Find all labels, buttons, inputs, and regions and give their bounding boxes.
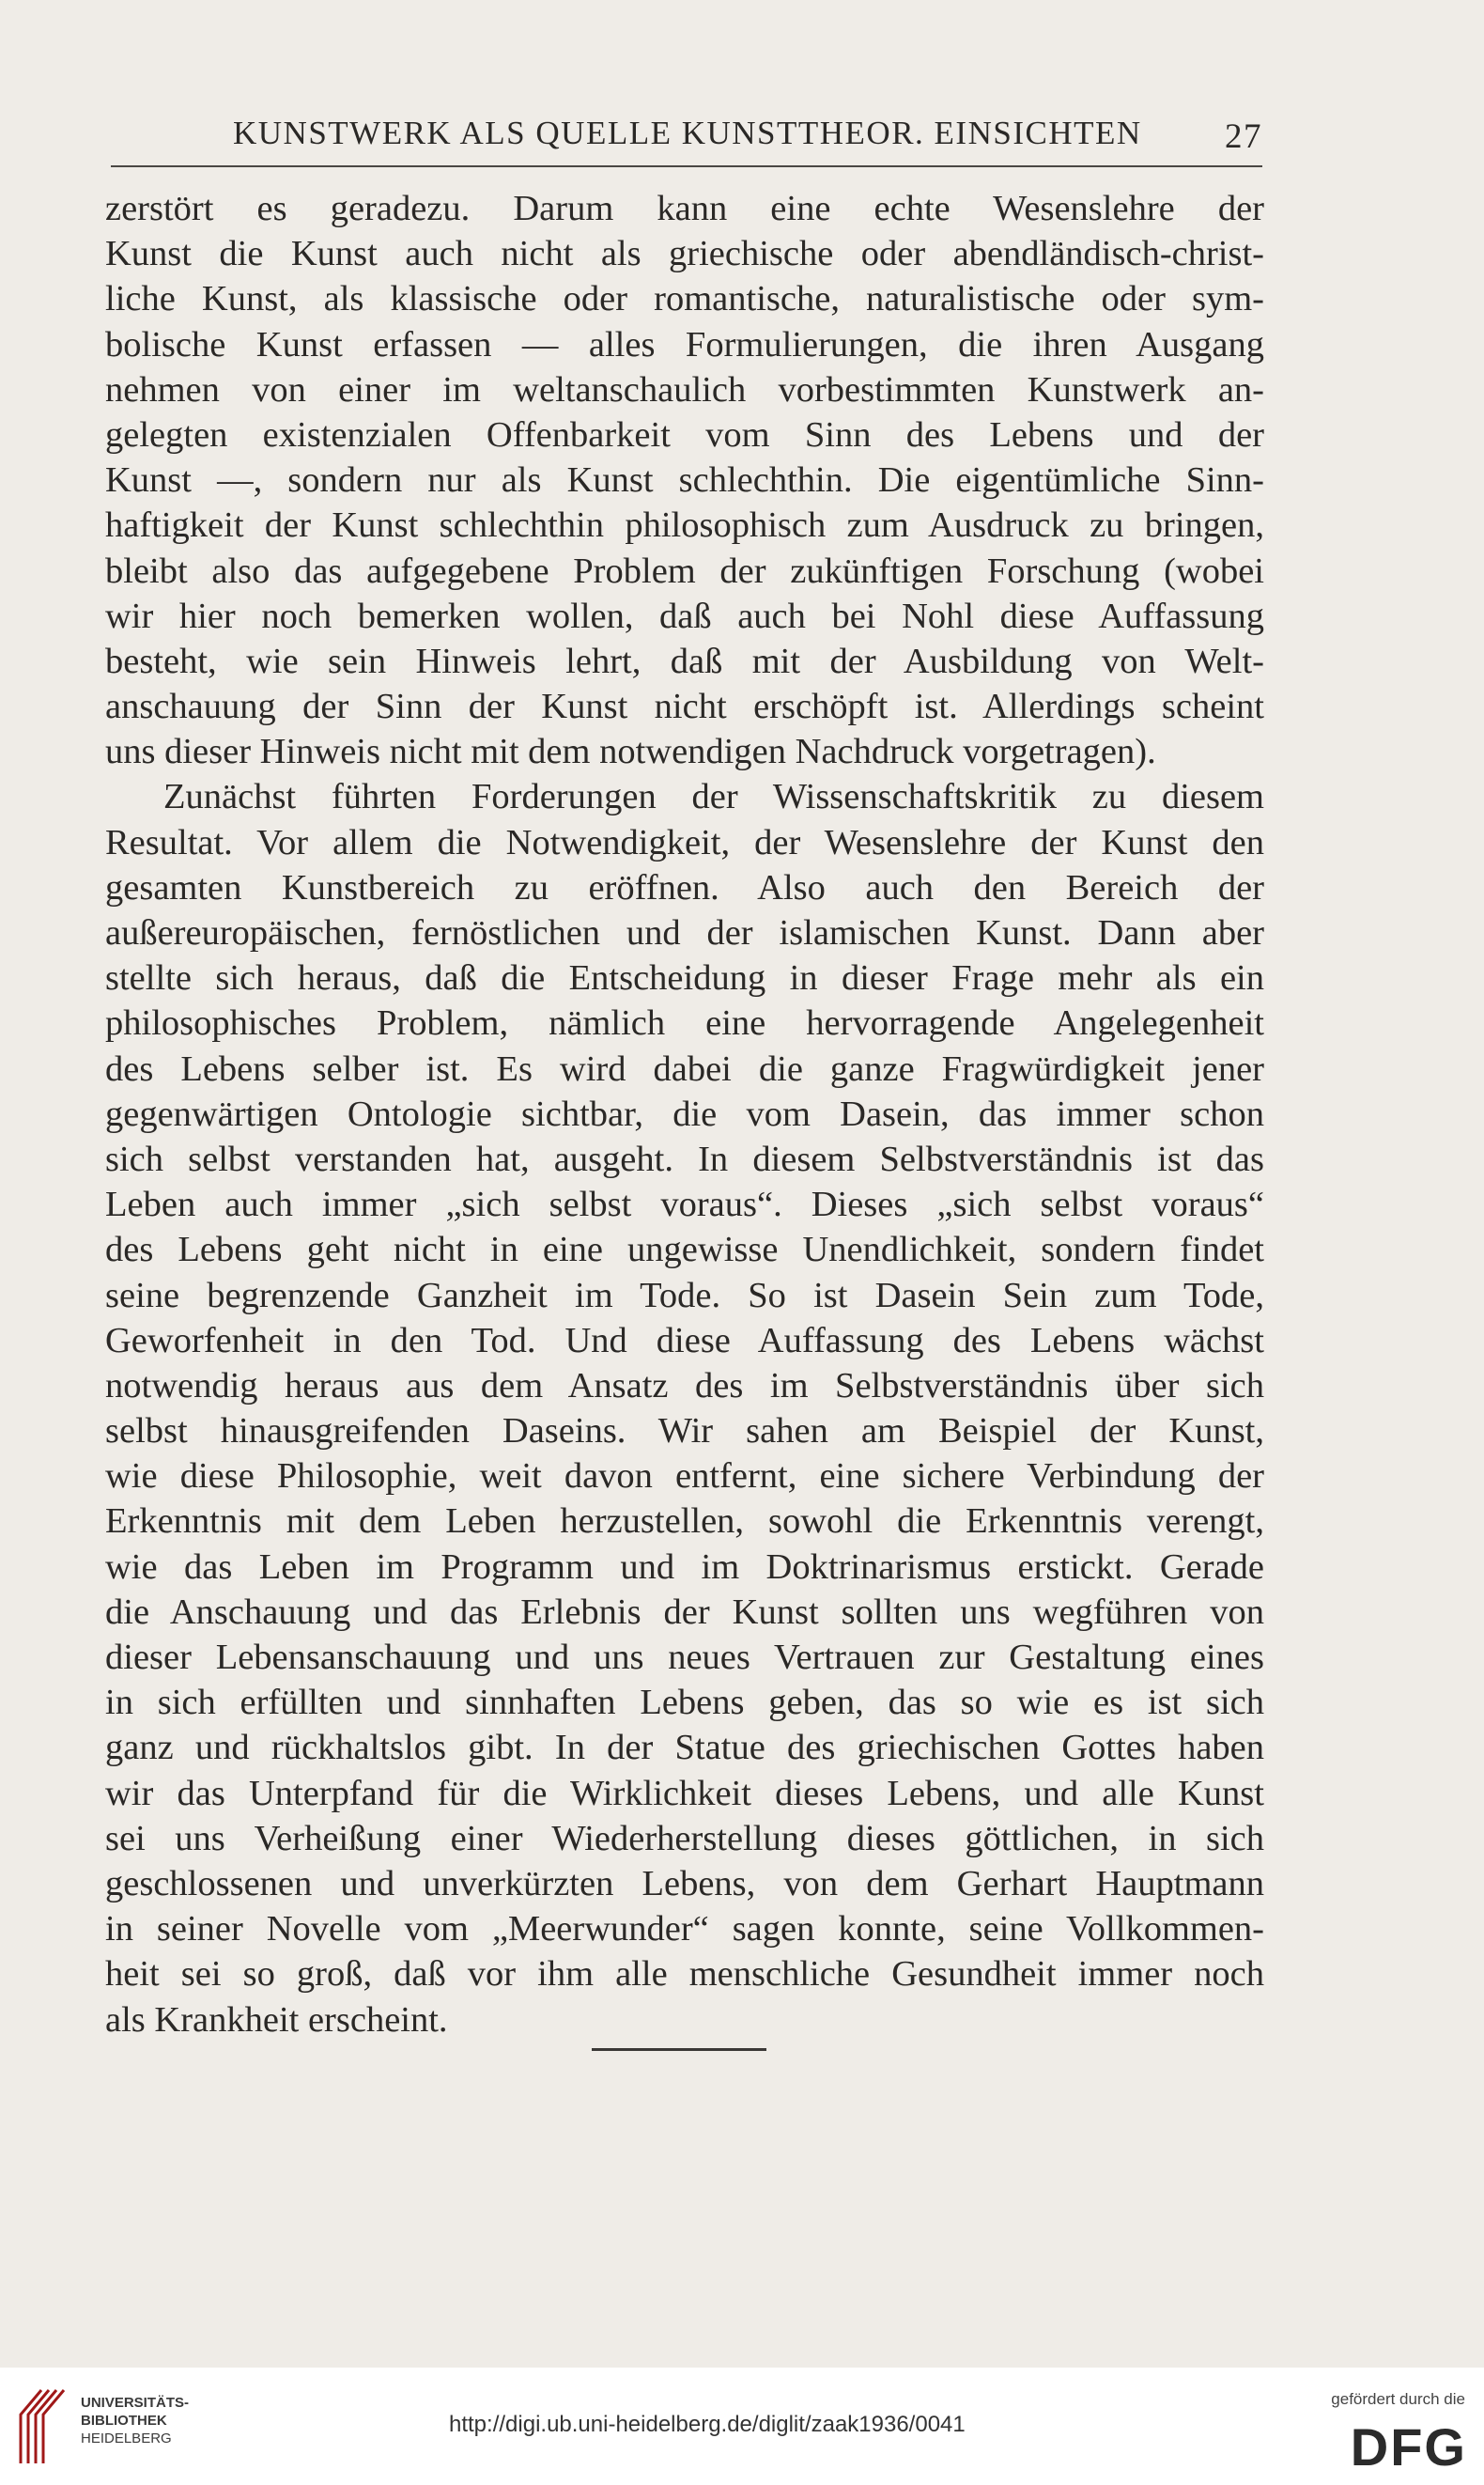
permalink-url[interactable]: http://digi.ub.uni-heidelberg.de/diglit/zaak1936/0041 xyxy=(449,2412,966,2437)
text-line: in sich erfüllten und sinnhaften Lebens geben, das so wie es ist sich xyxy=(105,1683,1264,1723)
text-line: seine begrenzende Ganzheit im Tode. So ist Dasein Sein zum Tode, xyxy=(105,1275,1264,1315)
text-line: Resultat. Vor allem die Notwendigkeit, der Wesenslehre der Kunst den xyxy=(105,822,1264,862)
text-line: besteht, wie sein Hinweis lehrt, daß mit der Ausbildung von Welt- xyxy=(105,641,1264,681)
text-line: außereuropäischen, fernöstlichen und der islamischen Kunst. Dann aber xyxy=(105,913,1264,953)
text-line: ganz und rückhaltslos gibt. In der Statue des griechischen Gottes haben xyxy=(105,1728,1264,1768)
page-number: 27 xyxy=(1225,117,1262,156)
body-text xyxy=(105,186,1264,2042)
text-line: gelegten existenzialen Offenbarkeit vom Sinn des Lebens und der xyxy=(105,414,1264,455)
text-line: dieser Lebensanschauung und uns neues Vertrauen zur Gestaltung eines xyxy=(105,1638,1264,1677)
library-name-line: BIBLIOTHEK xyxy=(81,2413,167,2429)
library-name xyxy=(81,2394,189,2447)
text-line: Leben auch immer „sich selbst voraus“. Dieses „sich selbst voraus“ xyxy=(105,1185,1264,1225)
text-line: sich selbst verstanden hat, ausgeht. In diesem Selbstverständnis ist das xyxy=(105,1139,1264,1179)
text-line: nehmen von einer im weltanschaulich vorbestimmten Kunstwerk an- xyxy=(105,369,1264,410)
text-line: wie diese Philosophie, weit davon entfernt, eine sichere Verbindung der xyxy=(105,1456,1264,1497)
text-line: haftigkeit der Kunst schlechthin philosophisch zum Ausdruck zu bringen, xyxy=(105,505,1264,546)
text-line: bolische Kunst erfassen — alles Formulierungen, die ihren Ausgang xyxy=(105,324,1264,365)
text-line: Kunst —, sondern nur als Kunst schlechthin. Die eigentümliche Sinn- xyxy=(105,460,1264,501)
text-line: philosophisches Problem, nämlich eine hervorragende Angelegenheit xyxy=(105,1003,1264,1044)
library-name-line: HEIDELBERG xyxy=(81,2431,172,2446)
paragraph-start-line: Zunächst führten Forderungen der Wissenschaftskritik zu diesem xyxy=(163,777,1264,817)
text-line: wir hier noch bemerken wollen, daß auch bei Nohl diese Auffassung xyxy=(105,596,1264,636)
text-line: sei uns Verheißung einer Wiederherstellung dieses göttlichen, in sich xyxy=(105,1818,1264,1858)
library-logo-icon xyxy=(13,2386,68,2467)
text-line: die Anschauung und das Erlebnis der Kunst sollten uns wegführen von xyxy=(105,1592,1264,1632)
library-name-line: UNIVERSITÄTS- xyxy=(81,2395,190,2411)
text-line: uns dieser Hinweis nicht mit dem notwendigen Nachdruck vorgetragen). xyxy=(105,732,1156,772)
text-line: bleibt also das aufgegebene Problem der zukünftigen Forschung (wobei xyxy=(105,551,1264,591)
text-line: des Lebens selber ist. Es wird dabei die ganze Fragwürdigkeit jener xyxy=(105,1048,1264,1089)
text-line: wir das Unterpfand für die Wirklichkeit dieses Lebens, und alle Kunst xyxy=(105,1773,1264,1813)
text-line: notwendig heraus aus dem Ansatz des im Selbstverständnis über sich xyxy=(105,1365,1264,1406)
text-line: in seiner Novelle vom „Meerwunder“ sagen konnte, seine Vollkommen- xyxy=(105,1909,1264,1949)
running-title: KUNSTWERK ALS QUELLE KUNSTTHEOR. EINSICHTEN xyxy=(233,115,1142,151)
dfg-logo: DFG xyxy=(1350,2417,1467,2477)
text-line: Kunst die Kunst auch nicht als griechische oder abendländisch-christ- xyxy=(105,234,1264,274)
text-line: stellte sich heraus, daß die Entscheidung in dieser Frage mehr als ein xyxy=(105,958,1264,999)
text-line: anschauung der Sinn der Kunst nicht erschöpft ist. Allerdings scheint xyxy=(105,687,1264,727)
text-line: liche Kunst, als klassische oder romantische, naturalistische oder sym- xyxy=(105,279,1264,319)
text-line: heit sei so groß, daß vor ihm alle menschliche Gesundheit immer noch xyxy=(105,1954,1264,1995)
end-rule xyxy=(592,2048,766,2051)
text-line: Erkenntnis mit dem Leben herzustellen, sowohl die Erkenntnis verengt, xyxy=(105,1501,1264,1542)
text-line: zerstört es geradezu. Darum kann eine echte Wesenslehre der xyxy=(105,189,1264,228)
digitization-footer xyxy=(0,2368,1484,2485)
text-line: Geworfenheit in den Tod. Und diese Auffassung des Lebens wächst xyxy=(105,1320,1264,1360)
text-line: als Krankheit erscheint. xyxy=(105,1999,448,2040)
text-line: geschlossenen und unverkürzten Lebens, von dem Gerhart Hauptmann xyxy=(105,1863,1264,1903)
text-line: gesamten Kunstbereich zu eröffnen. Also auch den Bereich der xyxy=(105,867,1264,908)
header-rule xyxy=(111,165,1262,167)
text-line: des Lebens geht nicht in eine ungewisse Unendlichkeit, sondern findet xyxy=(105,1230,1264,1270)
text-line: wie das Leben im Programm und im Doktrinarismus erstickt. Gerade xyxy=(105,1546,1264,1587)
text-line: selbst hinausgreifenden Daseins. Wir sahen am Beispiel der Kunst, xyxy=(105,1411,1264,1452)
text-line: gegenwärtigen Ontologie sichtbar, die vom Dasein, das immer schon xyxy=(105,1094,1264,1134)
funding-note: gefördert durch die xyxy=(1331,2390,1465,2408)
